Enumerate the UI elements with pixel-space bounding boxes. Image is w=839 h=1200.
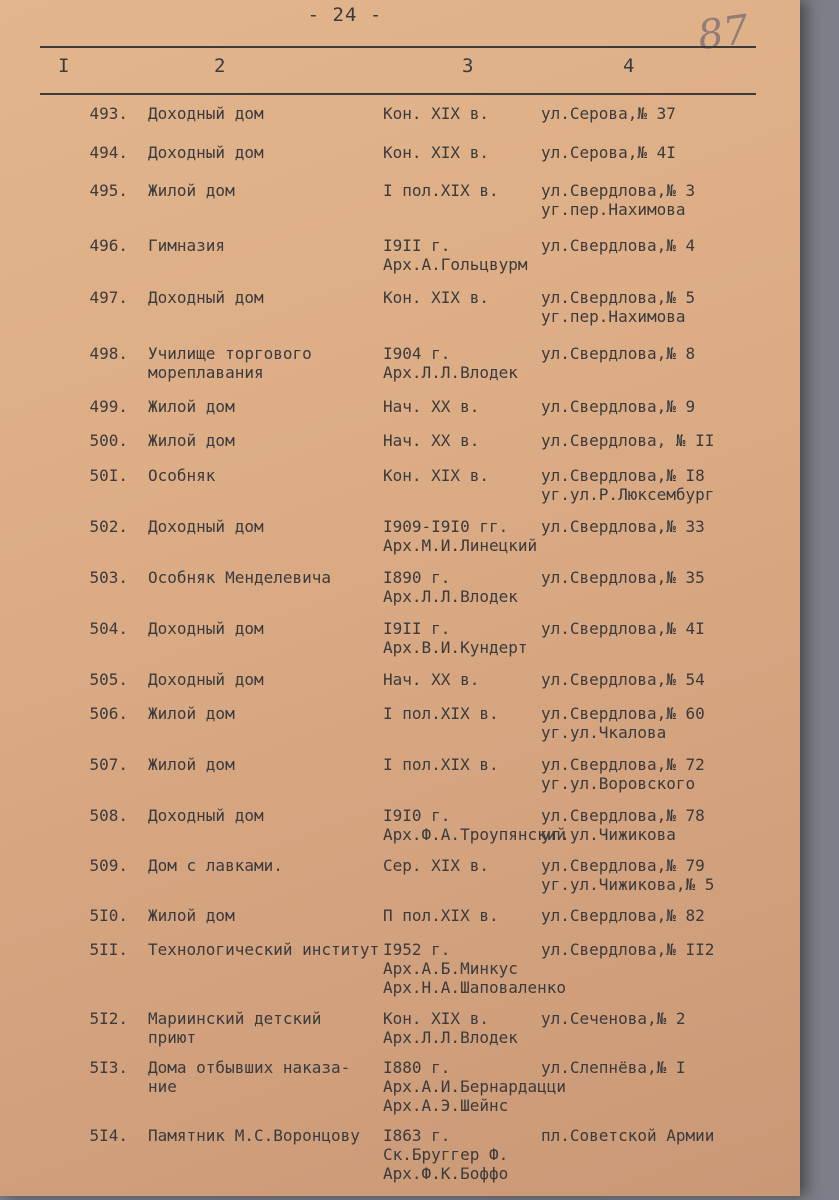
object-address: ул.Свердлова,№ II2 [541,940,715,959]
object-address: ул.Свердлова,№ 78 уг.ул.Чижикова [541,806,705,844]
object-date: П пол.XIX в. [383,906,499,925]
object-address: ул.Свердлова,№ 4I [541,619,705,638]
object-date: Кон. XIX в. [383,288,489,307]
row-number: 50I. [89,466,128,485]
object-name: Доходный дом [148,517,264,536]
object-date: Кон. XIX в. Арх.Л.Л.Влодек [383,1009,518,1047]
row-number: 5I4. [89,1126,128,1145]
object-date: Кон. XIX в. [383,104,489,123]
row-number: 5I2. [89,1009,128,1028]
object-name: Особняк Менделевича [148,568,332,587]
row-number: 502. [89,517,128,536]
page-number: - 24 - [307,4,383,26]
object-date: Нач. XX в. [383,431,480,450]
object-address: ул.Серова,№ 37 [541,104,676,123]
row-number: 493. [89,104,128,123]
object-address: ул.Свердлова,№ 54 [541,670,705,689]
object-name: Дом с лавками. [148,856,283,875]
object-address: ул.Свердлова,№ 5 уг.пер.Нахимова [541,288,696,326]
row-number: 507. [89,755,128,774]
object-address: ул.Свердлова, № II [541,431,715,450]
object-date: I9II г. Арх.В.И.Кундерт [383,619,528,657]
column-header-2: 2 [214,55,226,77]
object-name: Доходный дом [148,143,264,162]
object-name: Особняк [148,466,216,485]
row-number: 505. [89,670,128,689]
object-date: I904 г. Арх.Л.Л.Влодек [383,344,518,382]
object-date: I863 г. Ск.Бруггер Ф. Арх.Ф.К.Боффо [383,1126,509,1183]
object-name: Гимназия [148,236,226,255]
object-date: I890 г. Арх.Л.Л.Влодек [383,568,518,606]
object-date: I9II г. Арх.А.Гольцвурм [383,236,528,274]
object-address: ул.Свердлова,№ 8 [541,344,696,363]
object-name: Жилой дом [148,181,235,200]
header-rule-top [40,46,756,48]
object-name: Жилой дом [148,431,235,450]
object-name: Жилой дом [148,397,235,416]
row-number: 506. [89,704,128,723]
row-number: 5II. [89,940,128,959]
object-address: ул.Свердлова,№ 79 уг.ул.Чижикова,№ 5 [541,856,715,894]
row-number: 5I3. [89,1058,128,1077]
row-number: 5I0. [89,906,128,925]
row-number: 504. [89,619,128,638]
row-number: 497. [89,288,128,307]
object-date: I909-I9I0 гг. Арх.М.И.Линецкий [383,517,538,555]
handwritten-mark: 87 [695,6,752,60]
object-address: ул.Свердлова,№ 33 [541,517,705,536]
object-date: I пол.XIX в. [383,181,499,200]
object-address: ул.Свердлова,№ 4 [541,236,696,255]
column-header-1: I [58,55,70,77]
object-date: I880 г. Арх.А.И.Бернардацци Арх.А.Э.Шейнс [383,1058,567,1115]
object-name: Жилой дом [148,755,235,774]
row-number: 509. [89,856,128,875]
object-name: Доходный дом [148,806,264,825]
object-date: I пол.XIX в. [383,704,499,723]
object-date: Кон. XIX в. [383,466,489,485]
object-name: Жилой дом [148,704,235,723]
row-number: 499. [89,397,128,416]
row-number: 498. [89,344,128,363]
object-address: ул.Свердлова,№ 60 уг.ул.Чкалова [541,704,705,742]
object-date: I пол.XIX в. [383,755,499,774]
object-name: Доходный дом [148,104,264,123]
object-date: Нач. XX в. [383,670,480,689]
object-address: ул.Сеченова,№ 2 [541,1009,686,1028]
object-date: I952 г. Арх.А.Б.Минкус Арх.Н.А.Шаповаленко [383,940,567,997]
row-number: 508. [89,806,128,825]
object-name: Доходный дом [148,288,264,307]
object-date: I9I0 г. Арх.Ф.А.Троупянский [383,806,567,844]
object-address: ул.Серова,№ 4I [541,143,676,162]
header-rule-bottom [40,93,756,95]
object-name: Технологический институт [148,940,380,959]
object-name: Доходный дом [148,670,264,689]
object-date: Сер. XIX в. [383,856,489,875]
object-name: Доходный дом [148,619,264,638]
object-date: Нач. XX в. [383,397,480,416]
object-name: Жилой дом [148,906,235,925]
row-number: 495. [89,181,128,200]
object-address: ул.Слепнёва,№ I [541,1058,686,1077]
object-address: ул.Свердлова,№ 82 [541,906,705,925]
row-number: 494. [89,143,128,162]
row-number: 496. [89,236,128,255]
object-date: Кон. XIX в. [383,143,489,162]
object-address: ул.Свердлова,№ I8 уг.ул.Р.Люксембург [541,466,715,504]
object-address: пл.Советской Армии [541,1126,715,1145]
column-header-3: 3 [462,55,474,77]
object-address: ул.Свердлова,№ 35 [541,568,705,587]
row-number: 500. [89,431,128,450]
object-name: Дома отбывших наказа- ние [148,1058,351,1096]
object-name: Училище торгового мореплавания [148,344,312,382]
object-address: ул.Свердлова,№ 3 уг.пер.Нахимова [541,181,696,219]
column-header-4: 4 [623,55,635,77]
object-name: Памятник М.С.Воронцову [148,1126,360,1145]
object-address: ул.Свердлова,№ 9 [541,397,696,416]
object-address: ул.Свердлова,№ 72 уг.ул.Воровского [541,755,705,793]
object-name: Мариинский детский приют [148,1009,322,1047]
row-number: 503. [89,568,128,587]
